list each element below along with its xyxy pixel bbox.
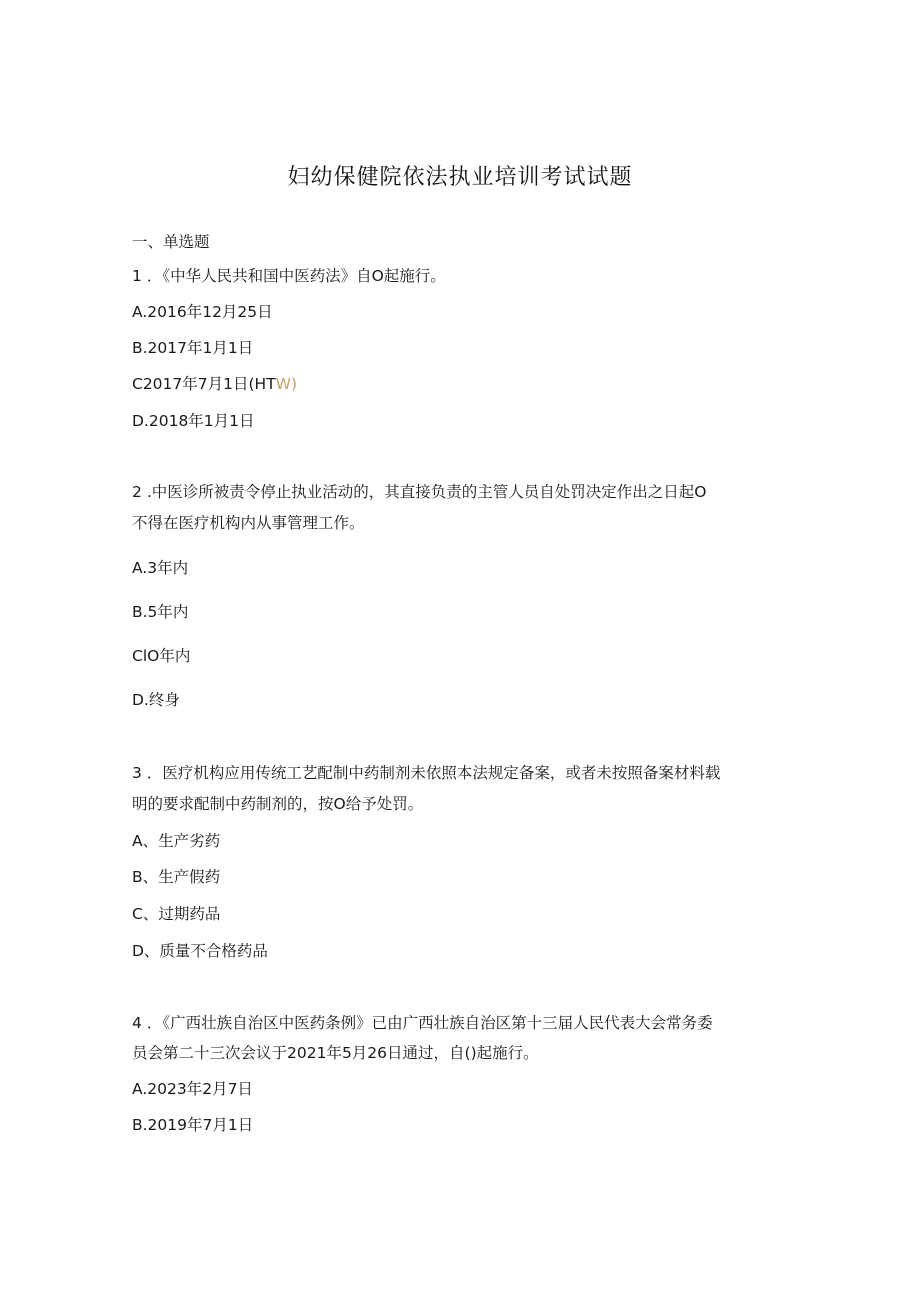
question-number: 1 <box>132 267 142 285</box>
question-4-option-b: B.2019年7月1日 <box>132 1116 254 1134</box>
question-2-option-d: D.终身 <box>132 691 180 709</box>
question-2-option-a: A.3年内 <box>132 559 189 577</box>
question-number: 3 <box>132 764 142 782</box>
question-line: ．《广西壮族自治区中医药条例》已由广西壮族自治区第十三届人民代表大会常务委 <box>146 1014 713 1032</box>
question-number: 2 <box>132 483 142 501</box>
question-number: 4 <box>132 1014 142 1032</box>
option-c-suffix: W) <box>275 375 298 393</box>
question-3-option-c: C、过期药品 <box>132 905 221 923</box>
section-heading: 一、单选题 <box>132 233 210 251</box>
question-1-option-c <box>132 372 297 394</box>
question-line: ．医疗机构应用传统工艺配制中药制剂未依照本法规定备案，或者未按照备案材料载 <box>146 764 721 782</box>
question-1-option-b: B.2017年1月1日 <box>132 339 254 357</box>
question-line: ．《中华人民共和国中医药法》自O起施行。 <box>146 267 446 285</box>
question-3-option-a: A、生产劣药 <box>132 832 221 850</box>
question-2-option-b: B.5年内 <box>132 603 189 621</box>
question-4-option-a: A.2023年2月7日 <box>132 1080 253 1098</box>
question-line: .中医诊所被责令停止执业活动的，其直接负责的主管人员自处罚决定作出之日起O <box>146 483 707 501</box>
question-4-text-cont: 员会第二十三次会议于2021年5月26日通过，自()起施行。 <box>132 1044 539 1062</box>
question-3-text <box>132 761 720 783</box>
question-4-text <box>132 1011 713 1033</box>
question-1-option-d: D.2018年1月1日 <box>132 412 255 430</box>
question-2-text <box>132 480 706 502</box>
question-1-text <box>132 264 446 286</box>
option-c-text: C2017年7月1日(HT <box>132 375 276 393</box>
question-2-text-cont: 不得在医疗机构内从事管理工作。 <box>132 514 365 532</box>
question-3-text-cont: 明的要求配制中药制剂的，按O给予处罚。 <box>132 795 424 813</box>
page-title: 妇幼保健院依法执业培训考试试题 <box>287 165 633 190</box>
question-1-option-a: A.2016年12月25日 <box>132 303 273 321</box>
question-3-option-d: D、质量不合格药品 <box>132 942 268 960</box>
question-3-option-b: B、生产假药 <box>132 868 221 886</box>
question-2-option-c: ClO年内 <box>132 647 191 665</box>
